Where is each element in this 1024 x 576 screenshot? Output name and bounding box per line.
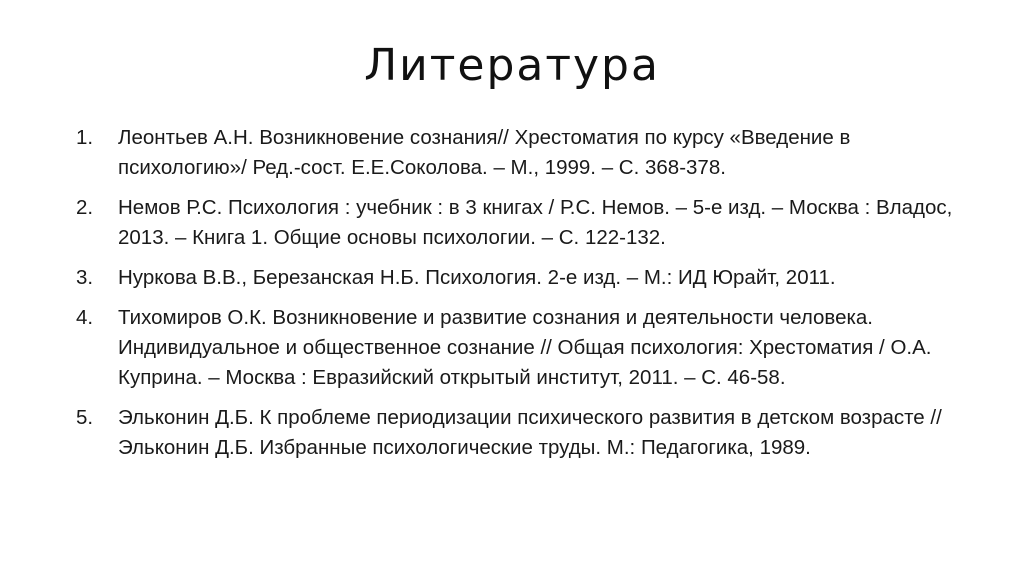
reference-number: 2.: [76, 196, 94, 219]
reference-item: [76, 123, 976, 183]
reference-text: Леонтьев А.Н. Возникновение сознания// Хрестоматия по курсу «Введение в психологию»/ Ред.-сост. Е.Е.Соколова. – М., 1999. – С. 368-378.: [118, 126, 851, 179]
reference-number: 5.: [76, 406, 94, 429]
reference-text: Тихомиров О.К. Возникновение и развитие сознания и деятельности человека. Индивидуальное и общественное сознание // Общая психология: Хрестоматия / О.А. Куприна. – Москва : Евразийский открытый институт, 2011. – С. 46-58.: [118, 306, 932, 389]
reference-text: Нуркова В.В., Березанская Н.Б. Психология. 2-е изд. – М.: ИД Юрайт, 2011.: [118, 266, 836, 289]
reference-number: 3.: [76, 266, 94, 289]
reference-text: Немов Р.С. Психология : учебник : в 3 книгах / Р.С. Немов. – 5-е изд. – Москва : Владос, 2013. – Книга 1. Общие основы психологии. – С. 122-132.: [118, 196, 953, 249]
reference-item: [76, 193, 976, 253]
reference-number: 4.: [76, 306, 94, 329]
slide-title: Литература: [364, 40, 660, 91]
reference-text: Эльконин Д.Б. К проблеме периодизации психического развития в детском возрасте // Эльконин Д.Б. Избранные психологические труды. М.: Педагогика, 1989.: [118, 406, 942, 459]
reference-list: [76, 123, 976, 473]
reference-number: 1.: [76, 126, 94, 149]
reference-item: [76, 303, 976, 393]
reference-item: [76, 403, 976, 463]
reference-item: [76, 263, 976, 293]
